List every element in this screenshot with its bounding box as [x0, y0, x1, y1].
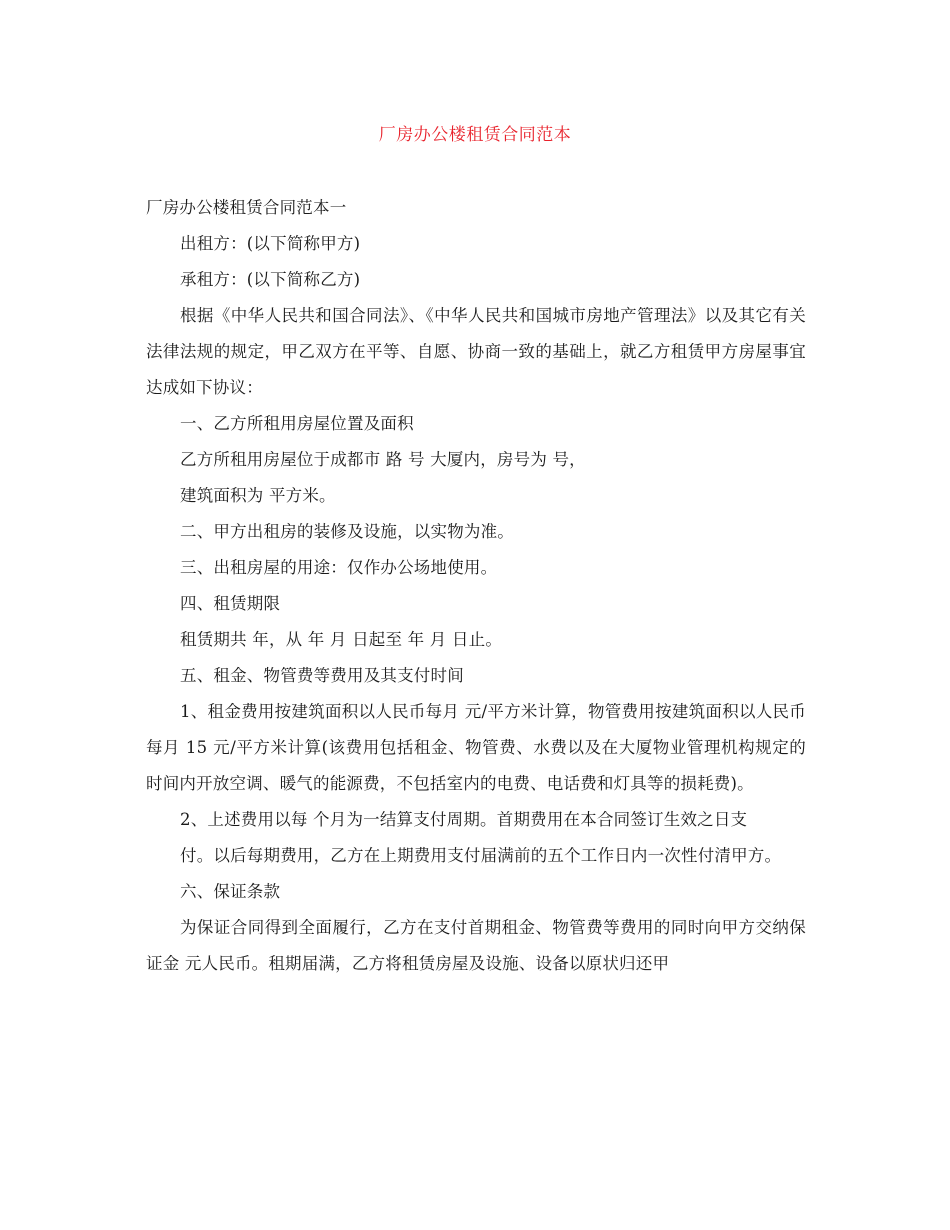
paragraph: 一、乙方所租用房屋位置及面积	[180, 414, 414, 433]
paragraph: 根据《中华人民共和国合同法》、《中华人民共和国城市房地产管理法》以及其它有关法律法规的规定，甲乙双方在平等、自愿、协商一致的基础上，就乙方租赁甲方房屋事宜达成如下协议：	[146, 306, 806, 397]
paragraph: 三、出租房屋的用途：仅作办公场地使用。	[180, 558, 498, 577]
paragraph: 1、租金费用按建筑面积以人民币每月 元/平方米计算，物管费用按建筑面积以人民币每月 15 元/平方米计算(该费用包括租金、物管费、水费以及在大厦物业管理机构规定的时间内开放空调、暖气的能源费，不包括室内的电费、电话费和灯具等的损耗费)。	[146, 702, 806, 793]
paragraph: 承租方：(以下简称乙方)	[180, 270, 361, 289]
paragraph: 六、保证条款	[180, 882, 281, 901]
paragraph: 为保证合同得到全面履行，乙方在支付首期租金、物管费等费用的同时向甲方交纳保证金 元人民币。租期届满，乙方将租赁房屋及设施、设备以原状归还甲	[146, 918, 806, 973]
document-body	[146, 190, 806, 982]
paragraph: 租赁期共 年，从 年 月 日起至 年 月 日止。	[180, 630, 503, 649]
paragraph: 乙方所租用房屋位于成都市 路 号 大厦内，房号为 号，	[180, 450, 586, 469]
paragraph: 付。以后每期费用，乙方在上期费用支付届满前的五个工作日内一次性付清甲方。	[180, 846, 782, 865]
paragraph: 出租方：(以下简称甲方)	[180, 234, 361, 253]
paragraph: 2、上述费用以每 个月为一结算支付周期。首期费用在本合同签订生效之日支	[180, 810, 748, 829]
paragraph: 二、甲方出租房的装修及设施，以实物为准。	[180, 522, 514, 541]
document-title: 厂房办公楼租赁合同范本	[378, 125, 572, 145]
paragraph: 建筑面积为 平方米。	[180, 486, 336, 505]
paragraph: 厂房办公楼租赁合同范本一	[146, 198, 347, 217]
paragraph: 四、租赁期限	[180, 594, 281, 613]
paragraph: 五、租金、物管费等费用及其支付时间	[180, 666, 464, 685]
